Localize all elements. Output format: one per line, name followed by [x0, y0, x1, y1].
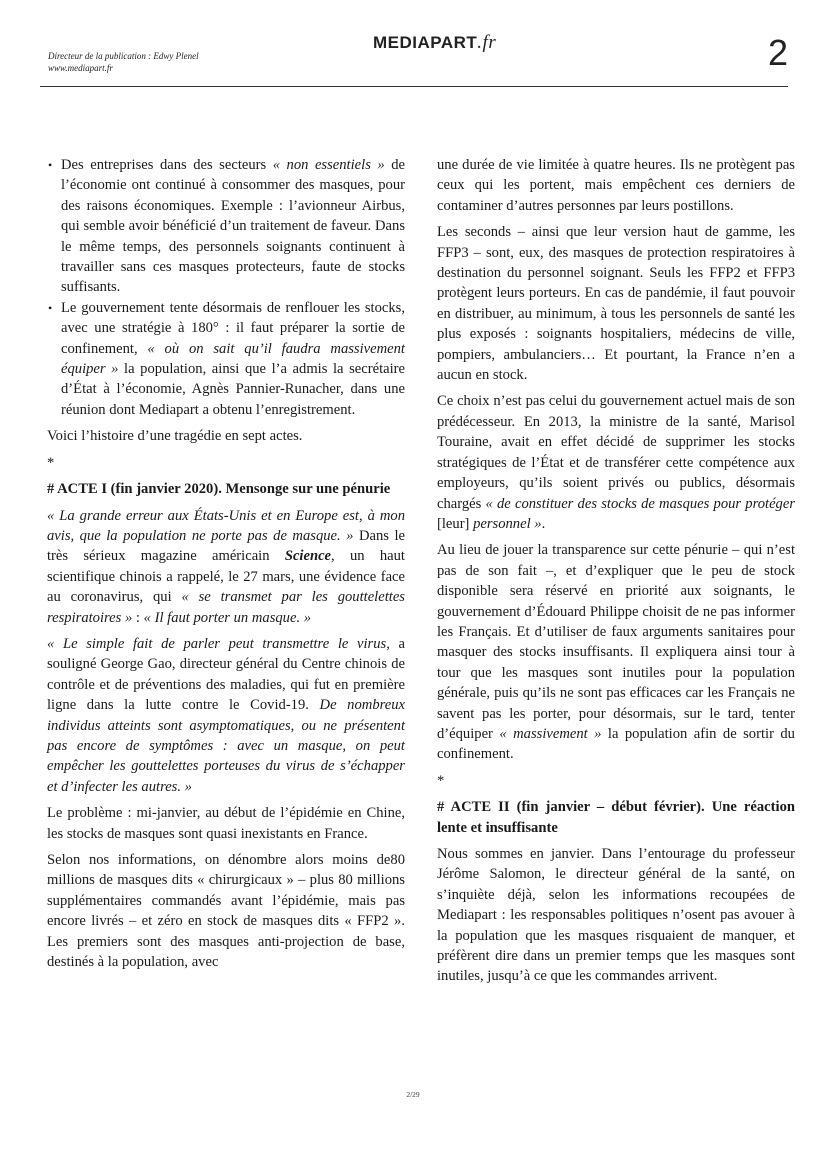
publication-info [48, 50, 199, 74]
quote: « se transmet par les gouttelettes respiratoires » [47, 589, 405, 626]
paragraph: Selon nos informations, on dénombre alors moins de80 millions de masques dits « chirurgicaux » – plus 80 millions supplémentaires commandés avant l’épidémie, mais pas encore livrés – et zéro en stock de masques dits « FFP2 ». Les premiers sont des masques anti-projection de base, destinés à la population, avec [47, 852, 405, 971]
text: Dans le très sérieux magazine américain [47, 527, 405, 565]
text: la population afin de sortir du confinement. [437, 725, 795, 763]
page-footer: 2/29 [406, 1090, 420, 1099]
text: [leur] [437, 515, 474, 532]
act2-heading: # ACTE II (fin janvier – début février). Une réaction lente et insuffisante [437, 799, 795, 836]
paragraph: Le problème : mi-janvier, au début de l’épidémie en Chine, les stocks de masques sont quasi inexistants en France. [47, 805, 405, 842]
quote: « de constituer des stocks de masques pour protéger [485, 495, 796, 512]
text: de l’économie ont continué à consommer des masques, pour des raisons économiques. Exemple : l’avionneur Airbus, qui semble avoir bénéficié d’un traitement de faveur. Dans le même temps, des personnels soignants continuent à travailler sans ces masques protecteurs, faute de stocks suffisants. [61, 157, 405, 296]
paragraph [47, 506, 405, 628]
intro-paragraph: Voici l’histoire d’une tragédie en sept actes. [47, 428, 303, 445]
logo-suffix: .fr [477, 32, 497, 53]
bullet-item [61, 298, 405, 420]
text: , un haut scientifique chinois a rappelé, le 27 mars, une évidence face au coronavirus, qui [47, 548, 405, 606]
section-separator: * [47, 454, 55, 471]
text: la population, ainsi que l’a admis la secrétaire d’État à l’économie, Agnès Pannier-Runacher, dans une réunion dont Mediapart a obtenu l’enregistrement. [61, 361, 406, 418]
quote: « où on sait qu’il faudra massivement équiper » [61, 340, 405, 378]
text: Le gouvernement tente désormais de renflouer les stocks, avec une stratégie à 180° : il faut préparer la sortie de confinement, [61, 299, 405, 357]
right-column [437, 155, 795, 993]
bullet-item [61, 155, 405, 298]
magazine-name: Science [284, 548, 332, 565]
paragraph [437, 391, 795, 534]
text: a souligné George Gao, directeur général du Centre chinois de contrôle et de préventions des maladies, qui fut en première ligne dans la lutte contre le Covid-19. [47, 635, 405, 714]
text: : [132, 609, 144, 626]
page-header [40, 28, 788, 87]
paragraph: Les seconds – ainsi que leur version haut de gamme, les FFP3 – sont, eux, des masques de protection respiratoires à destination du personnel soignant. Seuls les FFP2 et FFP3 protègent leurs porteurs. En cas de pandémie, il faut pouvoir en distribuer, au minimum, à tous les personnels de santé les plus exposés : soignants hospitaliers, médecins de ville, pompiers, ambulanciers… Et pourtant, la France n’en a aucun en stock. [437, 224, 795, 384]
text: Des entreprises dans des secteurs [61, 157, 273, 173]
section-separator: * [437, 772, 445, 789]
bullet-list [47, 155, 405, 420]
publication-director: Directeur de la publication : Edwy Plenel [48, 51, 199, 61]
left-column [47, 155, 405, 978]
paragraph [437, 540, 795, 764]
text: . [541, 515, 546, 532]
quote: De nombreux individus atteints sont asymptomatiques, ou ne présentent pas encore de symptômes : avec un masque, on peut empêcher les gouttelettes porteuses du virus de s’échapper et d’infecter les autres. » [47, 697, 406, 795]
quote: personnel » [473, 515, 542, 532]
quote: « Le simple fait de parler peut transmettre le virus, [47, 635, 390, 652]
page-number: 2 [767, 32, 788, 73]
text: Ce choix n’est pas celui du gouvernement actuel mais de son prédécesseur. En 2013, la ministre de la santé, Marisol Touraine, avait en effet décidé de supprimer les stocks stratégiques de l’État et de transférer cette compétence aux employeurs, qu’ils soient privés ou publics, désormais chargés [437, 393, 795, 512]
paragraph [47, 634, 405, 797]
text: Au lieu de jouer la transparence sur cette pénurie – qui n’est pas de son fait –, et d’expliquer que le peu de stock disponible sera réservé en priorité aux soignants, le gouvernement d’Édouard Philippe choisit de ne pas informer les Français. Et d’utiliser de faux arguments sanitaires pour masquer des stocks insuffisants. Il expliquera ainsi tour à tour que les masques sont inutiles pour la population générale, puis qu’ils ne sont pas efficaces car les Français ne savent pas les porter, pour désormais, sur le tard, tenter d’équiper [437, 542, 795, 742]
quote: « massivement » [499, 725, 602, 742]
act1-heading: # ACTE I (fin janvier 2020). Mensonge sur une pénurie [47, 481, 391, 498]
mediapart-logo [373, 32, 496, 54]
quote: « non essentiels » [272, 157, 385, 173]
quote: « La grande erreur aux États-Unis et en Europe est, à mon avis, que la population ne porte pas de masque. » [47, 507, 405, 544]
website-url: www.mediapart.fr [48, 63, 113, 73]
logo-main: MEDIAPART [373, 33, 478, 52]
paragraph: Nous sommes en janvier. Dans l’entourage du professeur Jérôme Salomon, le directeur général de la santé, on s’inquiète déjà, selon les informations recoupées de Mediapart : les responsables politiques n’osent pas avouer à la population que les masques risquaient de manquer, et préfèrent dire dans un premier temps que les masques sont inutiles, jusqu’à ce que les commandes arrivent. [437, 846, 795, 985]
quote: « Il faut porter un masque. » [143, 609, 312, 626]
paragraph: une durée de vie limitée à quatre heures. Ils ne protègent pas ceux qui les portent, mais empêchent ces derniers de contaminer d’autres personnes par leurs postillons. [437, 157, 795, 214]
